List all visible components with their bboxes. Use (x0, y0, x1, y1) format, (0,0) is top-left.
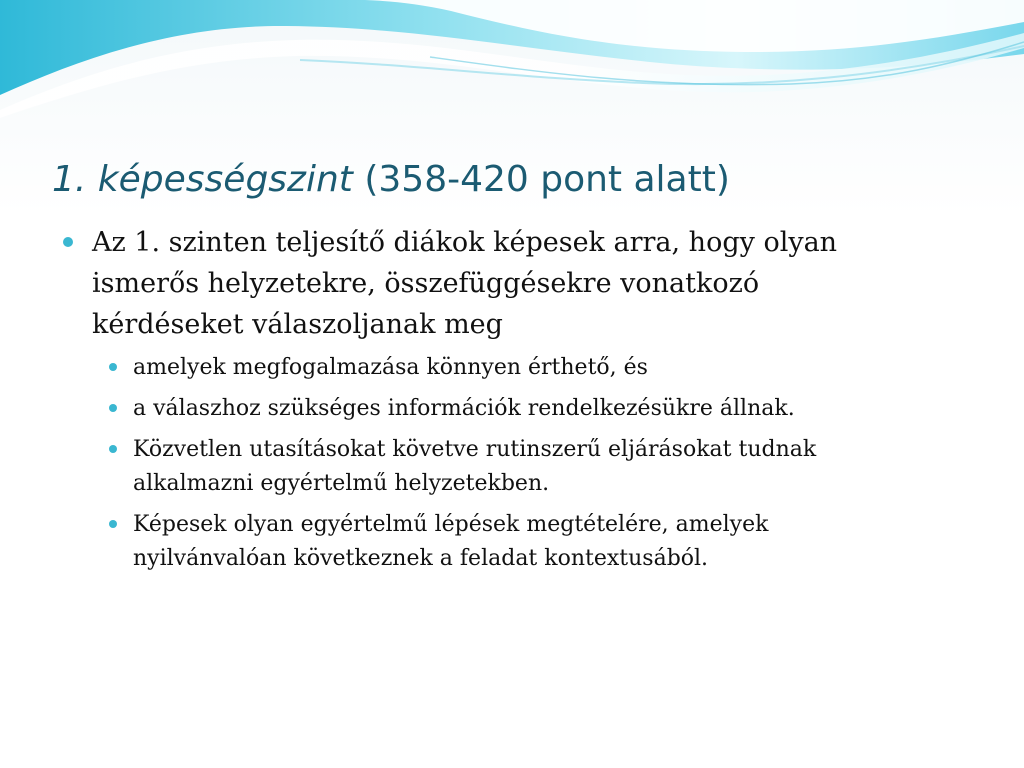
main-bullet-item (92, 222, 892, 345)
main-bullet-text: Az 1. szinten teljesítő diákok képesek arra, hogy olyan ismerős helyzetekre, összefüggésekre vonatkozó kérdéseket válaszoljanak meg (92, 227, 838, 340)
sub-bullet-list (0, 351, 1024, 576)
sub-bullet-item (133, 508, 893, 576)
sub-bullet-text: Közvetlen utasításokat követve rutinszerű eljárásokat tudnak alkalmazni egyértelmű helyzetekben. (133, 437, 817, 496)
sub-bullet-text: a válaszhoz szükséges információk rendelkezésükre állnak. (133, 396, 795, 421)
sub-bullet-text: amelyek megfogalmazása könnyen érthető, és (133, 355, 648, 380)
circle-bullet-icon (109, 445, 117, 453)
sub-bullet-item (133, 433, 893, 501)
circle-bullet-icon (109, 404, 117, 412)
circle-bullet-icon (63, 237, 73, 247)
slide-content (0, 222, 1024, 583)
page-title (52, 156, 982, 204)
sub-bullet-item (133, 351, 893, 385)
circle-bullet-icon (109, 520, 117, 528)
sub-bullet-text: Képesek olyan egyértelmű lépések megtételére, amelyek nyilvánvalóan következnek a feladat kontextusából. (133, 512, 769, 571)
title-range: (358-420 pont alatt) (352, 159, 730, 200)
sub-bullet-item (133, 392, 893, 426)
circle-bullet-icon (109, 363, 117, 371)
title-level: 1. képességszint (52, 159, 353, 200)
decorative-wave-icon (0, 0, 1024, 120)
